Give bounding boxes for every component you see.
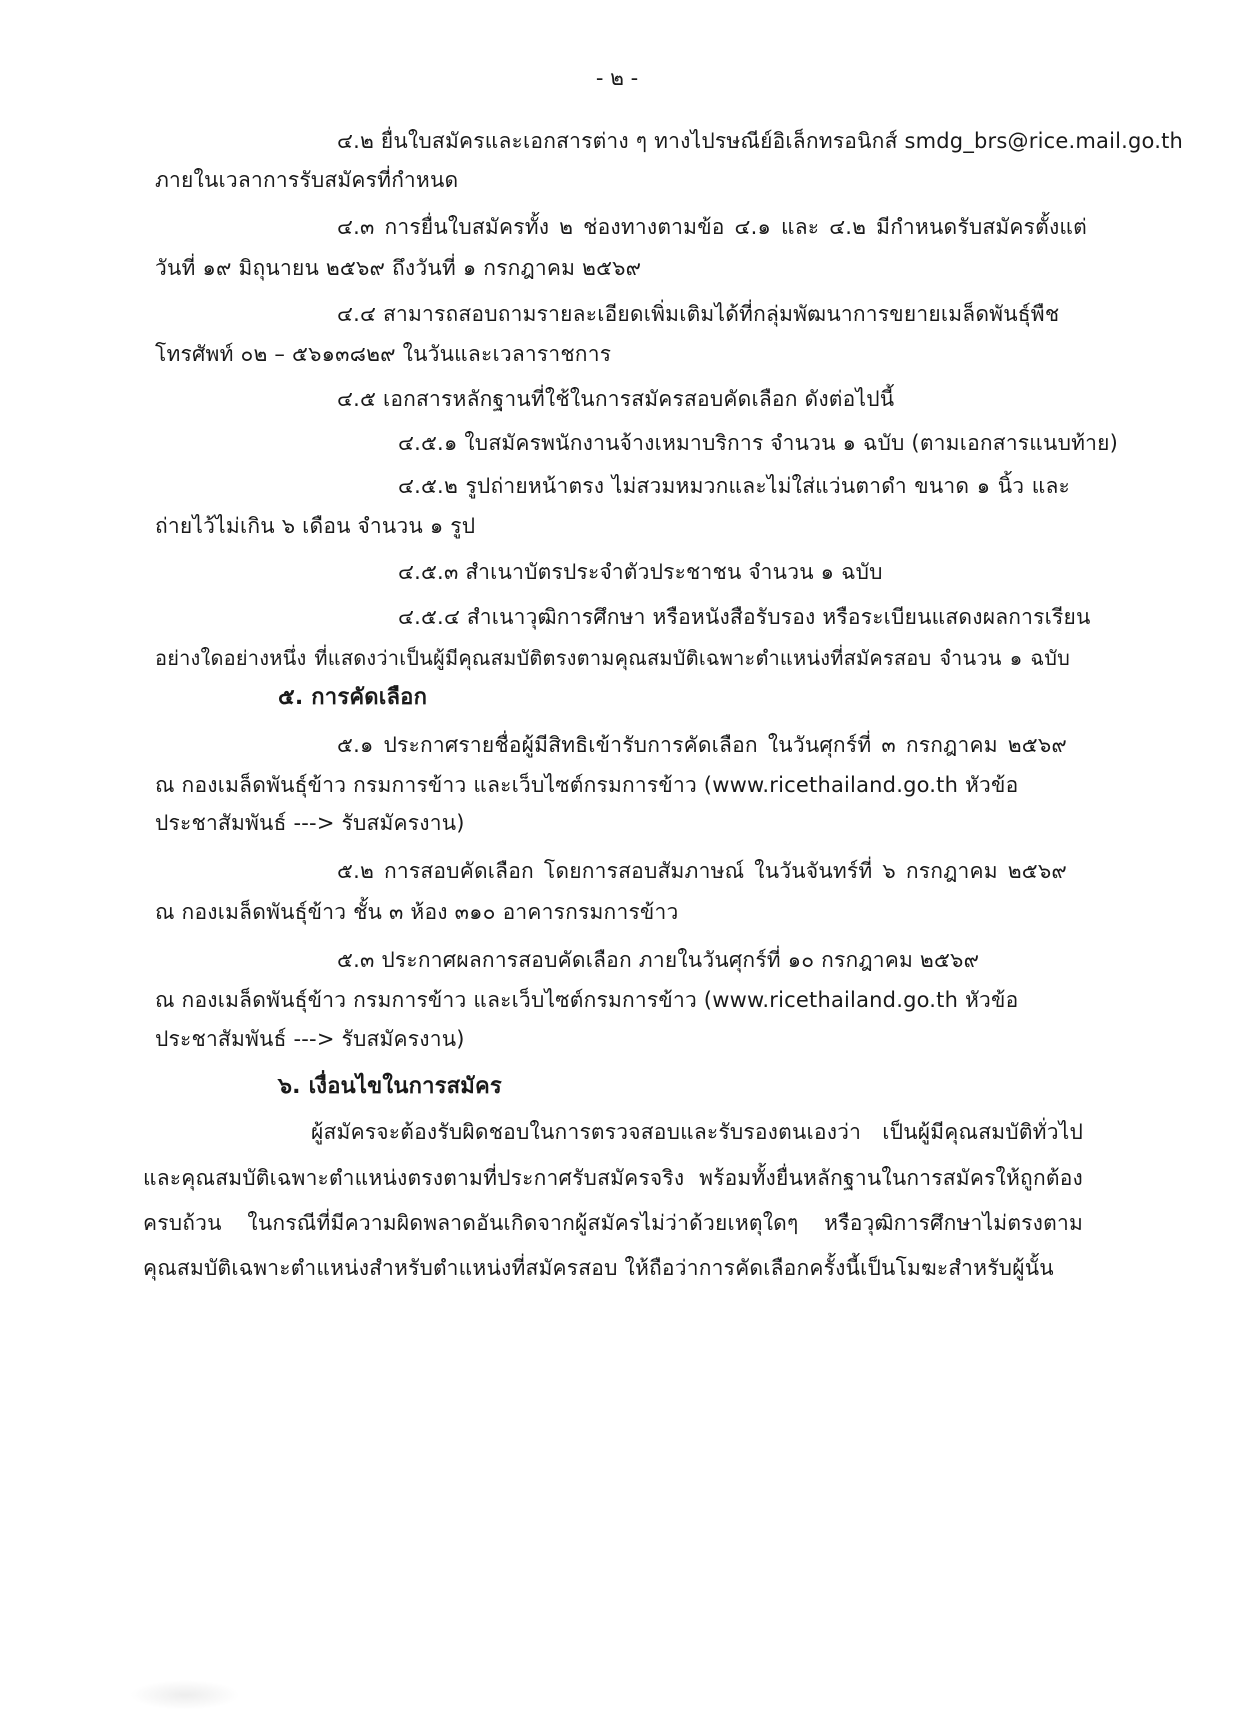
para-6-line-3: ครบถ้วน ในกรณีที่มีความผิดพลาดอันเกิดจากผู้สมัครไม่ว่าด้วยเหตุใดๆ หรือวุฒิการศึกษาไม่ตรงตาม <box>143 1211 1083 1235</box>
line-4-3-b: วันที่ ๑๙ มิถุนายน ๒๕๖๙ ถึงวันที่ ๑ กรกฎาคม ๒๕๖๙ <box>155 256 642 280</box>
line-4-5-2-a: ๔.๕.๒ รูปถ่ายหน้าตรง ไม่สวมหมวกและไม่ใส่แว่นตาดำ ขนาด ๑ นิ้ว และ <box>398 474 1070 498</box>
para-6-line-4: คุณสมบัติเฉพาะตำแหน่งสำหรับตำแหน่งที่สมัครสอบ ให้ถือว่าการคัดเลือกครั้งนี้เป็นโมฆะสำหรับผู้นั้น <box>143 1256 1054 1280</box>
line-5-2-b: ณ กองเมล็ดพันธุ์ข้าว ชั้น ๓ ห้อง ๓๑๐ อาคารกรมการข้าว <box>155 900 679 924</box>
line-5-1-c: ประชาสัมพันธ์ ---> รับสมัครงาน) <box>155 811 465 835</box>
line-4-2-a: ๔.๒ ยื่นใบสมัครและเอกสารต่าง ๆ ทางไปรษณีย์อิเล็กทรอนิกส์ smdg_brs@rice.mail.go.th <box>337 129 1184 153</box>
para-6-line-2: และคุณสมบัติเฉพาะตำแหน่งตรงตามที่ประกาศรับสมัครจริง พร้อมทั้งยื่นหลักฐานในการสมัครให้ถูกต้อง <box>143 1166 1083 1190</box>
line-4-5-1: ๔.๕.๑ ใบสมัครพนักงานจ้างเหมาบริการ จำนวน ๑ ฉบับ (ตามเอกสารแนบท้าย) <box>398 431 1119 455</box>
line-4-4-a: ๔.๔ สามารถสอบถามรายละเอียดเพิ่มเติมได้ที่กลุ่มพัฒนาการขยายเมล็ดพันธุ์พืช <box>337 302 1060 326</box>
scan-smudge <box>130 1680 240 1710</box>
page-number: - ๒ - <box>595 66 639 90</box>
section-6-heading: ๖. เงื่อนไขในการสมัคร <box>278 1074 502 1099</box>
section-5-heading: ๕. การคัดเลือก <box>278 685 428 710</box>
line-4-5-4-b: อย่างใดอย่างหนึ่ง ที่แสดงว่าเป็นผู้มีคุณสมบัติตรงตามคุณสมบัติเฉพาะตำแหน่งที่สมัครสอบ จำนวน ๑ ฉบับ <box>155 646 1070 670</box>
line-5-3-b: ณ กองเมล็ดพันธุ์ข้าว กรมการข้าว และเว็บไซต์กรมการข้าว (www.ricethailand.go.th หัวข้อ <box>155 988 1019 1012</box>
line-4-4-b: โทรศัพท์ ๐๒ – ๕๖๑๓๘๒๙ ในวันและเวลาราชการ <box>155 342 612 366</box>
line-5-1-b: ณ กองเมล็ดพันธุ์ข้าว กรมการข้าว และเว็บไซต์กรมการข้าว (www.ricethailand.go.th หัวข้อ <box>155 773 1019 797</box>
line-5-3-a: ๕.๓ ประกาศผลการสอบคัดเลือก ภายในวันศุกร์ที่ ๑๐ กรกฎาคม ๒๕๖๙ <box>337 948 980 972</box>
line-4-3-a: ๔.๓ การยื่นใบสมัครทั้ง ๒ ช่องทางตามข้อ ๔.๑ และ ๔.๒ มีกำหนดรับสมัครตั้งแต่ <box>337 215 1087 239</box>
line-4-5-3: ๔.๕.๓ สำเนาบัตรประจำตัวประชาชน จำนวน ๑ ฉบับ <box>398 560 883 584</box>
line-5-2-a: ๕.๒ การสอบคัดเลือก โดยการสอบสัมภาษณ์ ในวันจันทร์ที่ ๖ กรกฎาคม ๒๕๖๙ <box>337 859 1067 883</box>
line-4-5: ๔.๕ เอกสารหลักฐานที่ใช้ในการสมัครสอบคัดเลือก ดังต่อไปนี้ <box>337 387 895 411</box>
line-4-5-4-a: ๔.๕.๔ สำเนาวุฒิการศึกษา หรือหนังสือรับรอง หรือระเบียนแสดงผลการเรียน <box>398 605 1091 629</box>
para-6-line-1: ผู้สมัครจะต้องรับผิดชอบในการตรวจสอบและรับรองตนเองว่า เป็นผู้มีคุณสมบัติทั่วไป <box>311 1120 1083 1144</box>
line-4-2-b: ภายในเวลาการรับสมัครที่กำหนด <box>155 168 459 192</box>
line-4-5-2-b: ถ่ายไว้ไม่เกิน ๖ เดือน จำนวน ๑ รูป <box>155 514 476 538</box>
line-5-3-c: ประชาสัมพันธ์ ---> รับสมัครงาน) <box>155 1027 465 1051</box>
line-5-1-a: ๕.๑ ประกาศรายชื่อผู้มีสิทธิเข้ารับการคัดเลือก ในวันศุกร์ที่ ๓ กรกฎาคม ๒๕๖๙ <box>337 733 1067 757</box>
